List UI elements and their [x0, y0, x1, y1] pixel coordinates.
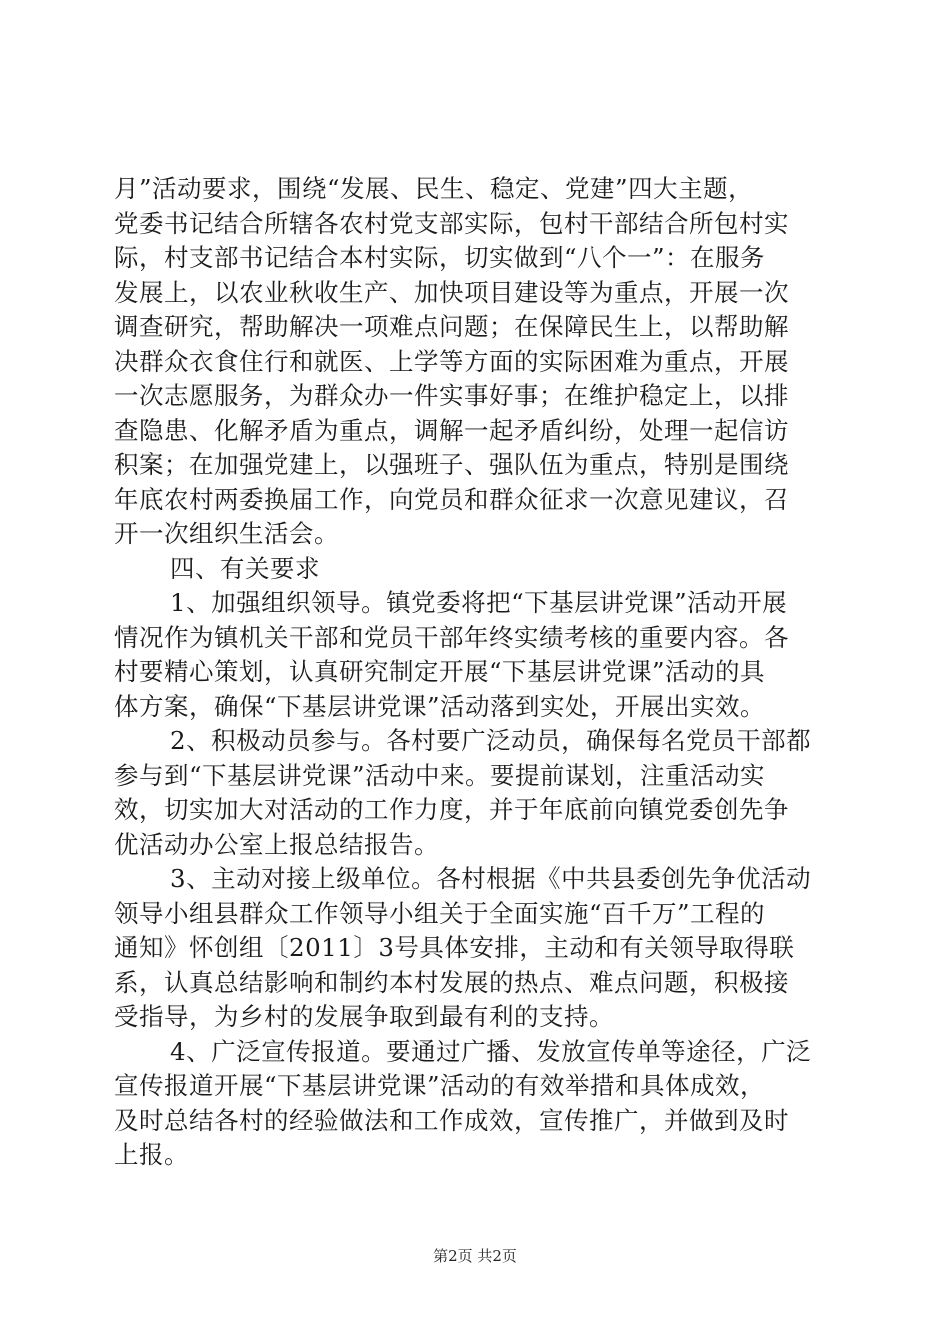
page-number-footer: 第2页 共2页: [433, 1247, 517, 1265]
text-line: 体方案，确保“下基层讲党课”活动落到实处，开展出实效。: [114, 691, 766, 721]
text-line: 宣传报道开展“下基层讲党课”活动的有效举措和具体成效，: [114, 1071, 766, 1100]
text-line: 优活动办公室上报总结报告。: [114, 829, 439, 859]
text-line: 通知》怀创组〔2011〕3号具体安排，主动和有关领导取得联: [114, 933, 795, 962]
text-line: 决群众衣食住行和就医、上学等方面的实际困难为重点，开展: [114, 346, 789, 376]
text-line: 际，村支部书记结合本村实际，切实做到“八个一”：在服务: [114, 243, 766, 272]
section-heading: 四、有关要求: [170, 553, 320, 583]
text-line: 查隐患、化解矛盾为重点，调解一起矛盾纠纷，处理一起信访: [114, 415, 789, 445]
text-line: 系，认真总结影响和制约本村发展的热点、难点问题，积极接: [114, 967, 789, 997]
text-line: 积案；在加强党建上，以强班子、强队伍为重点，特别是围绕: [114, 450, 789, 479]
text-line: 发展上，以农业秋收生产、加快项目建设等为重点，开展一次: [114, 277, 789, 307]
paragraph-start: 1、加强组织领导。镇党委将把“下基层讲党课”活动开展: [170, 588, 788, 617]
text-line: 上报。: [114, 1140, 189, 1169]
text-line: 情况作为镇机关干部和党员干部年终实绩考核的重要内容。各: [114, 622, 789, 652]
text-line: 及时总结各村的经验做法和工作成效，宣传推广，并做到及时: [114, 1105, 789, 1135]
text-line: 领导小组县群众工作领导小组关于全面实施“百千万”工程的: [114, 898, 766, 928]
text-line: 效，切实加大对活动的工作力度，并于年底前向镇党委创先争: [114, 795, 789, 824]
text-line: 开一次组织生活会。: [114, 519, 339, 548]
document-body: [114, 172, 838, 1173]
text-line: 受指导，为乡村的发展争取到最有利的支持。: [114, 1002, 614, 1031]
paragraph-start: 2、积极动员参与。各村要广泛动员，确保每名党员干部都: [170, 726, 812, 755]
text-line: 党委书记结合所辖各农村党支部实际，包村干部结合所包村实: [114, 208, 789, 238]
text-line: 月”活动要求，围绕“发展、民生、稳定、党建”四大主题，: [114, 174, 754, 203]
paragraph-start: 4、广泛宣传报道。要通过广播、发放宣传单等途径，广泛: [170, 1036, 812, 1066]
text-line: 调查研究，帮助解决一项难点问题；在保障民生上，以帮助解: [114, 312, 789, 341]
text-line: 参与到“下基层讲党课”活动中来。要提前谋划，注重活动实: [114, 760, 766, 790]
paragraph-start: 3、主动对接上级单位。各村根据《中共县委创先争优活动: [170, 864, 812, 893]
text-line: 年底农村两委换届工作，向党员和群众征求一次意见建议，召: [114, 484, 789, 514]
text-line: 一次志愿服务，为群众办一件实事好事；在维护稳定上，以排: [114, 381, 789, 410]
text-line: 村要精心策划，认真研究制定开展“下基层讲党课”活动的具: [114, 657, 766, 686]
